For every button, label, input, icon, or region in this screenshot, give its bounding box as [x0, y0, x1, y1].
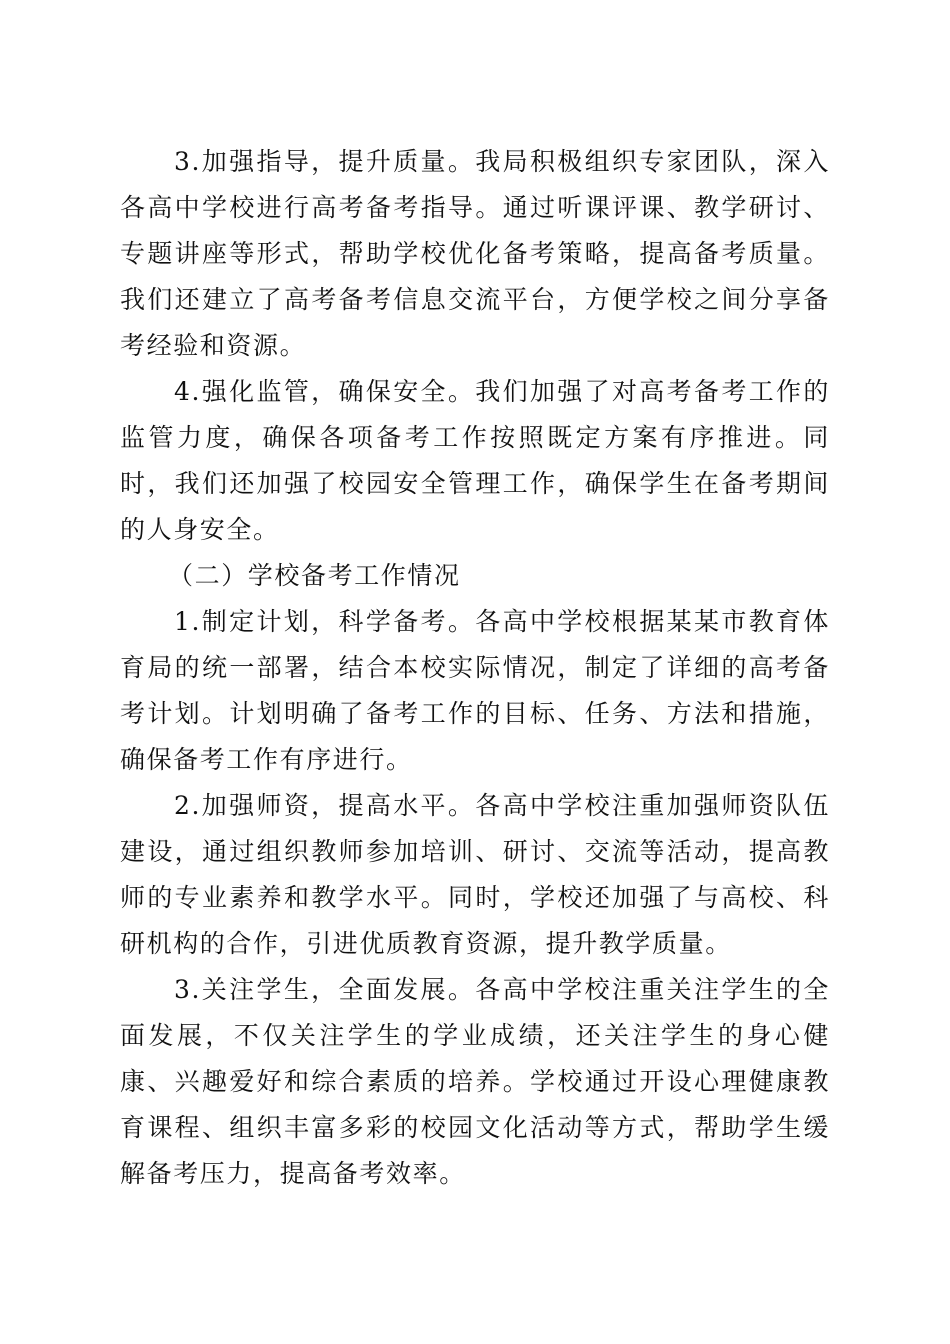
- paragraph-teachers: 2.加强师资，提高水平。各高中学校注重加强师资队伍建设，通过组织教师参加培训、研讨、交流等活动，提高教师的专业素养和教学水平。同时，学校还加强了与高校、科研机构的合作，引进优质教育资源，提升教学质量。: [120, 791, 830, 958]
- section-heading: （二）学校备考工作情况: [168, 561, 461, 590]
- paragraph-supervision: 4.强化监管，确保安全。我们加强了对高考备考工作的监管力度，确保各项备考工作按照既定方案有序推进。同时，我们还加强了校园安全管理工作，确保学生在备考期间的人身安全。: [120, 377, 830, 544]
- document-body: [120, 139, 830, 1197]
- paragraph-students: 3.关注学生，全面发展。各高中学校注重关注学生的全面发展，不仅关注学生的学业成绩，还关注学生的身心健康、兴趣爱好和综合素质的培养。学校通过开设心理健康教育课程、组织丰富多彩的校园文化活动等方式，帮助学生缓解备考压力，提高备考效率。: [120, 975, 830, 1188]
- paragraph-planning: 1.制定计划，科学备考。各高中学校根据某某市教育体育局的统一部署，结合本校实际情况，制定了详细的高考备考计划。计划明确了备考工作的目标、任务、方法和措施，确保备考工作有序进行。: [120, 607, 830, 774]
- paragraph-guidance: 3.加强指导，提升质量。我局积极组织专家团队，深入各高中学校进行高考备考指导。通过听课评课、教学研讨、专题讲座等形式，帮助学校优化备考策略，提高备考质量。我们还建立了高考备考信息交流平台，方便学校之间分享备考经验和资源。: [120, 147, 830, 360]
